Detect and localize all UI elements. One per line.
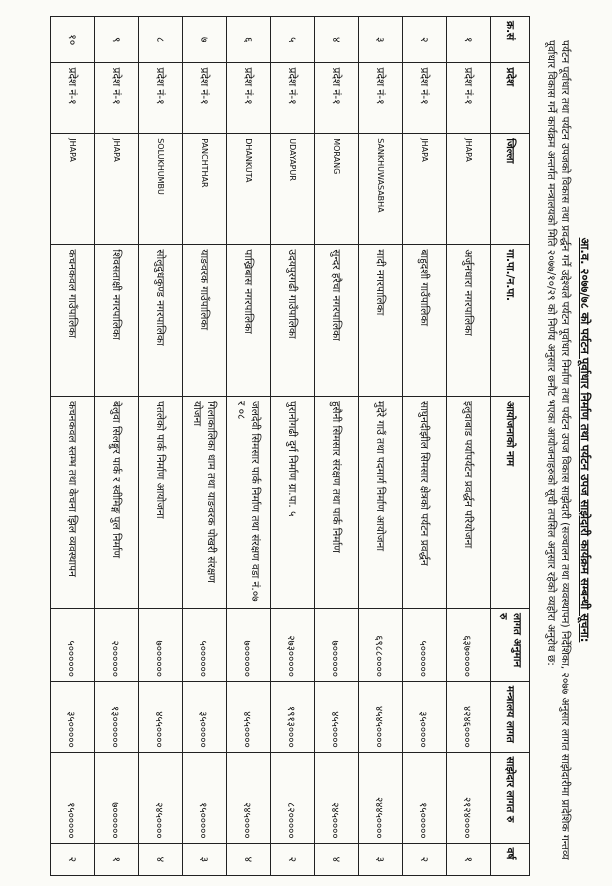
sn-cell: ४ bbox=[315, 17, 359, 63]
district-cell: SOLUKHUMBU bbox=[139, 134, 183, 245]
table-row bbox=[183, 17, 227, 876]
estimate-cell: ५०००००० bbox=[51, 609, 95, 682]
table-row bbox=[95, 17, 139, 876]
document-title: आ.व. २०७७/७८ को पर्यटन पूर्वाधार निर्माण तथा पर्यटन उपज साझेदारी कार्यक्रम सम्बन्धी सूचना: bbox=[578, 237, 592, 643]
local-body-cell: शिवसताक्षी नगरपालिका bbox=[95, 245, 139, 397]
sn-cell: ३ bbox=[359, 17, 403, 63]
partner-cost-cell: १५००००० bbox=[51, 752, 95, 843]
header-province: प्रदेश bbox=[491, 63, 530, 134]
table-row bbox=[315, 17, 359, 876]
local-body-cell: सोलुदुधकुण्ड नगरपालिका bbox=[139, 245, 183, 397]
estimate-cell: २०००००० bbox=[95, 609, 139, 682]
province-cell: प्रदेश नं-१ bbox=[447, 63, 491, 134]
sn-cell: ५ bbox=[271, 17, 315, 63]
partner-cost-cell: ८२००००० bbox=[271, 752, 315, 843]
province-cell: प्रदेश नं-१ bbox=[315, 63, 359, 134]
year-cell: १ bbox=[447, 843, 491, 875]
table-row bbox=[447, 17, 491, 876]
sn-cell: १ bbox=[447, 17, 491, 63]
district-cell: DHANKUTA bbox=[227, 134, 271, 245]
partner-cost-cell: १५००००० bbox=[183, 752, 227, 843]
province-cell: प्रदेश नं-१ bbox=[271, 63, 315, 134]
estimate-cell: ६९८८०००० bbox=[359, 609, 403, 682]
year-cell: ३ bbox=[183, 843, 227, 875]
estimate-cell: ५०००००० bbox=[403, 609, 447, 682]
year-cell: ४ bbox=[315, 843, 359, 875]
header-sn: क्र.सं bbox=[491, 17, 530, 63]
ministry-cost-cell: ४५५०००० bbox=[227, 681, 271, 752]
header-local-body: गा.पा./न.पा. bbox=[491, 245, 530, 397]
ministry-cost-cell: ३५००००० bbox=[183, 681, 227, 752]
project-table bbox=[50, 16, 530, 876]
partner-cost-cell: ७०००००० bbox=[95, 752, 139, 843]
province-cell: प्रदेश नं-१ bbox=[359, 63, 403, 134]
ministry-cost-cell: ४५५०००० bbox=[315, 681, 359, 752]
province-cell: प्रदेश नं-१ bbox=[95, 63, 139, 134]
partner-cost-cell: २४५०००० bbox=[315, 752, 359, 843]
estimate-cell: ७०००००० bbox=[227, 609, 271, 682]
ministry-cost-cell: १९१३०००० bbox=[271, 681, 315, 752]
sn-cell: १० bbox=[51, 17, 95, 63]
district-cell: MORANG bbox=[315, 134, 359, 245]
province-cell: प्रदेश नं-१ bbox=[51, 63, 95, 134]
sn-cell: ८ bbox=[139, 17, 183, 63]
sn-cell: ७ bbox=[183, 17, 227, 63]
estimate-cell: ५०००००० bbox=[183, 609, 227, 682]
project-cell: पुरानोगढी दुर्ग निर्माण ग्रा.पा. ५ bbox=[271, 396, 315, 608]
project-cell: साघुनदीझील सिमसार क्षेत्रको पर्यटन प्रवर्द्धन bbox=[403, 396, 447, 608]
project-cell: मुदेरे गाउँ तथा पदमार्ग निर्माण आयोजना bbox=[359, 396, 403, 608]
project-cell: गिलाकालिका धाम तथा याङवरक पोखरी संरक्षण योजना bbox=[183, 396, 227, 608]
table-row bbox=[227, 17, 271, 876]
district-cell: JHAPA bbox=[95, 134, 139, 245]
year-cell: १ bbox=[95, 843, 139, 875]
estimate-cell: ७०००००० bbox=[139, 609, 183, 682]
project-cell: कचनकवल स्तम्भ तथा केचना झिल व्यवस्थापन bbox=[51, 396, 95, 608]
ministry-cost-cell: ४२४६०००० bbox=[447, 681, 491, 752]
province-cell: प्रदेश नं-१ bbox=[403, 63, 447, 134]
estimate-cell: ७०००००० bbox=[315, 609, 359, 682]
year-cell: ३ bbox=[359, 843, 403, 875]
table-row bbox=[403, 17, 447, 876]
sn-cell: २ bbox=[403, 17, 447, 63]
header-project: आयोजनाको नाम bbox=[491, 396, 530, 608]
year-cell: २ bbox=[403, 843, 447, 875]
partner-cost-cell: १५००००० bbox=[403, 752, 447, 843]
header-year: वर्ष bbox=[491, 843, 530, 875]
year-cell: २ bbox=[51, 843, 95, 875]
header-district: जिल्ला bbox=[491, 134, 530, 245]
table-row bbox=[271, 17, 315, 876]
local-body-cell: पाख्रिबास नगरपालिका bbox=[227, 245, 271, 397]
sn-cell: ६ bbox=[227, 17, 271, 63]
header-partner: साझेदार लागत रु bbox=[491, 752, 530, 843]
project-cell: इलुवाबाड पर्यापर्यटन प्रवर्द्धन परियोजना bbox=[447, 396, 491, 608]
table-row bbox=[51, 17, 95, 876]
ministry-cost-cell: ४५५०००० bbox=[139, 681, 183, 752]
project-cell: पतलेको पार्क निर्माण आयोजना bbox=[139, 396, 183, 608]
sn-cell: ९ bbox=[95, 17, 139, 63]
header-estimate: लागत अनुमान रु bbox=[491, 609, 530, 682]
estimate-cell: ६३७००००० bbox=[447, 609, 491, 682]
estimate-cell: २७३००००० bbox=[271, 609, 315, 682]
district-cell: JHAPA bbox=[403, 134, 447, 245]
district-cell: SANKHUWASABHA bbox=[359, 134, 403, 245]
project-cell: जलदेवी सिमसार पार्क निर्माण तथा संरक्षण वडा नं.०७ र ०८ bbox=[227, 396, 271, 608]
header-ministry: मन्त्रालय लागत bbox=[491, 681, 530, 752]
local-body-cell: उदयपुरगढी गाउँपालिका bbox=[271, 245, 315, 397]
local-body-cell: सुन्दर हरैचा नगरपालिका bbox=[315, 245, 359, 397]
ministry-cost-cell: १३०००००० bbox=[95, 681, 139, 752]
partner-cost-cell: २४५०००० bbox=[139, 752, 183, 843]
local-body-cell: मादी नगरपालिका bbox=[359, 245, 403, 397]
local-body-cell: बाहुदशी गाउँपालिका bbox=[403, 245, 447, 397]
ministry-cost-cell: ४५४५०००० bbox=[359, 681, 403, 752]
year-cell: ४ bbox=[139, 843, 183, 875]
table-header-row bbox=[491, 17, 530, 876]
partner-cost-cell: २४४५०००० bbox=[359, 752, 403, 843]
table-row bbox=[359, 17, 403, 876]
local-body-cell: अर्जुनधारा नगरपालिका bbox=[447, 245, 491, 397]
district-cell: UDAYAPUR bbox=[271, 134, 315, 245]
local-body-cell: कचनकवल गाउँपालिका bbox=[51, 245, 95, 397]
partner-cost-cell: २४५०००० bbox=[227, 752, 271, 843]
province-cell: प्रदेश नं-१ bbox=[139, 63, 183, 134]
district-cell: JHAPA bbox=[447, 134, 491, 245]
project-cell: हुसैनी सिमसार संरक्षण तथा पार्क निर्माण bbox=[315, 396, 359, 608]
year-cell: २ bbox=[271, 843, 315, 875]
province-cell: प्रदेश नं-१ bbox=[183, 63, 227, 134]
document-intro: पर्यटन पूर्वाधार तथा पर्यटन उपजको विकास तथा प्रवर्द्धन गर्ने उद्देश्यले पर्यटन पूर्वाधार निर्माण तथा पर्यटन उपज विकास साझेदारी (सञ्चालन तथा व्यवस्थापन) निर्देशिका, २०७७ अनुसार लागत साझेदारीमा प्रादेशिक गन्तव्य पूर्वाधार विकास गर्ने कार्यक्रम अन्तर्गत मन्त्रालयको मिति २०७७/१०/२९ को निर्णय अनुसार छनौट भएका आयोजनाहरुको सूची तपसिल अनुसार रहेको व्यहोरा अनुरोध छ: bbox=[545, 40, 571, 860]
table-row bbox=[139, 17, 183, 876]
ministry-cost-cell: ३५००००० bbox=[51, 681, 95, 752]
province-cell: प्रदेश नं-१ bbox=[227, 63, 271, 134]
district-cell: PANCHTHAR bbox=[183, 134, 227, 245]
ministry-cost-cell: ३५००००० bbox=[403, 681, 447, 752]
district-cell: JHAPA bbox=[51, 134, 95, 245]
local-body-cell: याङवरक गाउँपालिका bbox=[183, 245, 227, 397]
project-cell: बेलुवा सिलङ्गुर पार्क र स्वीमिङ्ग पुल निर्माण bbox=[95, 396, 139, 608]
year-cell: ४ bbox=[227, 843, 271, 875]
partner-cost-cell: २१२४०००० bbox=[447, 752, 491, 843]
